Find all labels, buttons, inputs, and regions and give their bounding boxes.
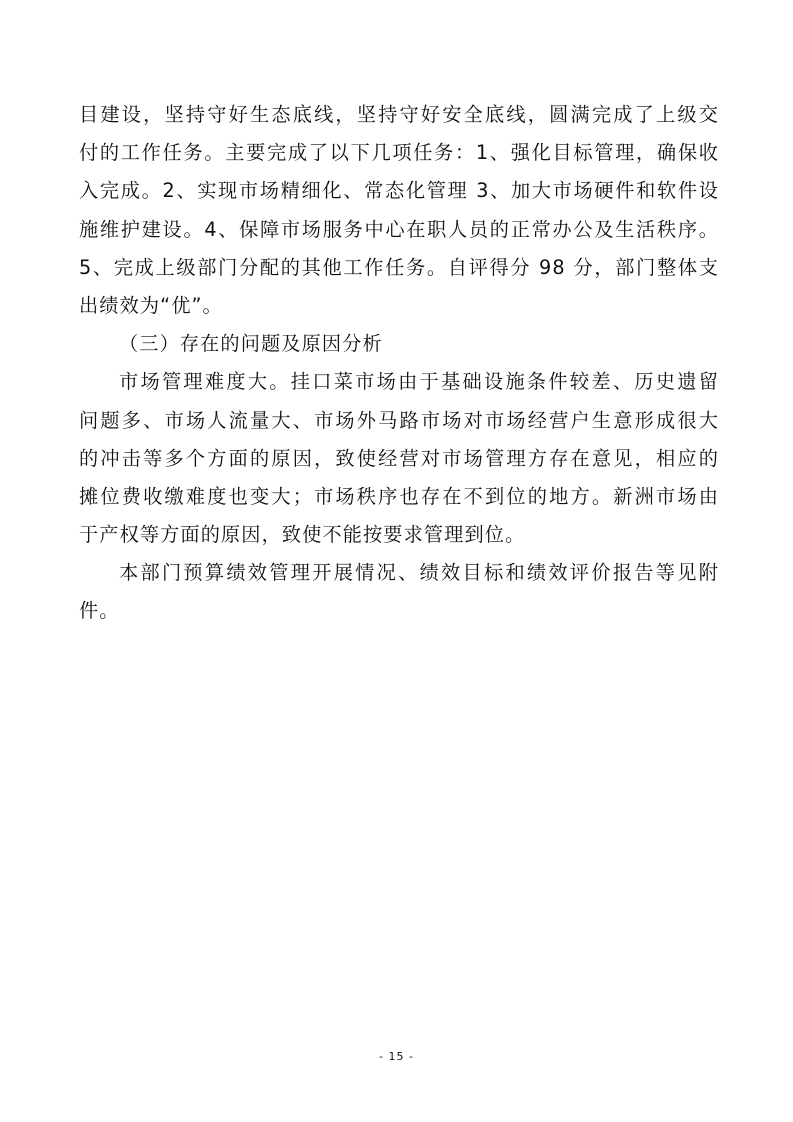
paragraph-continued-tasks xyxy=(79,96,719,325)
text-line: 施维护建设。4、保障市场服务中心在职人员的正常办公及生活秩序。 xyxy=(79,217,719,241)
text-line: 入完成。2、实现市场精细化、常态化管理 3、加大市场硬件和软件设 xyxy=(79,179,719,203)
text-line: 5、完成上级部门分配的其他工作任务。自评得分 98 分，部门整体支 xyxy=(79,255,719,279)
text-line: 本部门预算绩效管理开展情况、绩效目标和绩效评价报告等见附 xyxy=(119,561,719,585)
text-line: 于产权等方面的原因，致使不能按要求管理到位。 xyxy=(79,523,526,547)
text-line: 摊位费收缴难度也变大；市场秩序也存在不到位的地方。新洲市场由 xyxy=(79,484,719,508)
text-line: 付的工作任务。主要完成了以下几项任务：1、强化目标管理，确保收 xyxy=(79,141,719,165)
text-line: 问题多、市场人流量大、市场外马路市场对市场经营户生意形成很大 xyxy=(79,408,719,432)
page-number: - 15 - xyxy=(379,1050,414,1063)
paragraph-problems xyxy=(79,363,719,554)
document-body xyxy=(79,96,719,631)
text-line: 件。 xyxy=(79,599,120,623)
text-line: 的冲击等多个方面的原因，致使经营对市场管理方存在意见，相应的 xyxy=(79,446,719,470)
text-line: 目建设，坚持守好生态底线，坚持守好安全底线，圆满完成了上级交 xyxy=(79,103,719,126)
text-line: 市场管理难度大。挂口菜市场由于基础设施条件较差、历史遗留 xyxy=(119,370,719,394)
text-line: 出绩效为“优”。 xyxy=(79,293,223,317)
paragraph-attachments xyxy=(79,554,719,630)
section-heading: （三）存在的问题及原因分析 xyxy=(119,332,383,356)
